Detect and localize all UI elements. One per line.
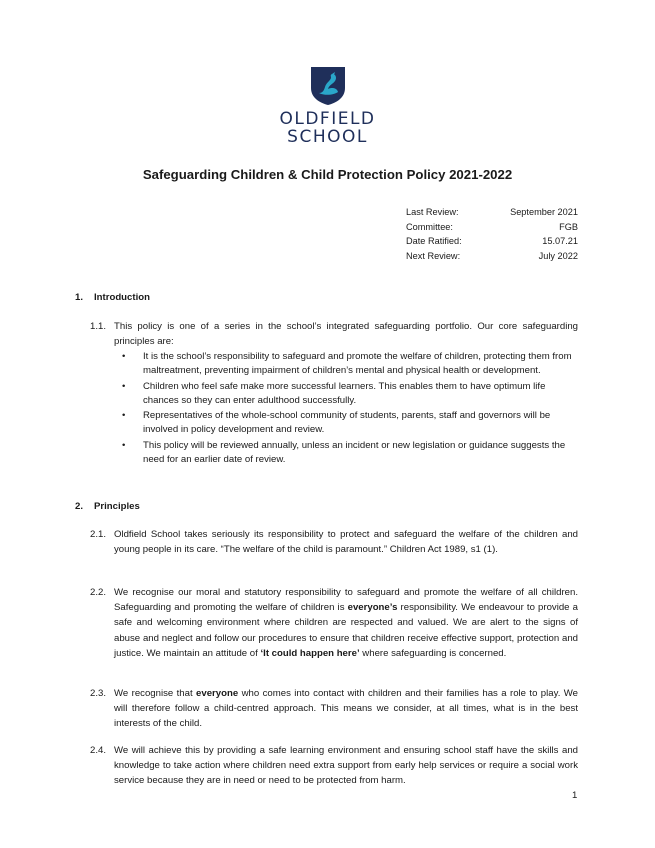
meta-label: Date Ratified: <box>406 236 462 246</box>
section-title: Principles <box>94 501 140 512</box>
meta-row-date-ratified <box>406 234 578 249</box>
paragraph-text <box>114 585 578 661</box>
list-item-text: It is the school’s responsibility to safeguard and promote the welfare of children, protecting them from maltreatment, preventing impairment of children’s mental and physical health or development. <box>143 351 572 377</box>
paragraph-text <box>114 686 578 732</box>
emphasis-text: ‘It could happen here’ <box>260 647 360 659</box>
review-metadata <box>406 205 578 263</box>
bullet-icon: • <box>122 380 126 392</box>
paragraph-2-3 <box>90 686 578 732</box>
meta-row-last-review <box>406 205 578 220</box>
list-item <box>122 380 578 409</box>
meta-value: July 2022 <box>538 250 578 261</box>
paragraph-2-4 <box>90 743 578 789</box>
text-run: responsibility. We endeavour to provide a safe and welcoming environment where children are respected and valued. We are alert to the signs of abuse and neglect and follow our procedures to ensure that children receive effective support, protection and justice. We maintain an attitude of <box>114 602 578 659</box>
swan-shield-icon <box>310 66 346 106</box>
list-item-text: Representatives of the whole-school community of students, parents, staff and governors will be involved in policy development and review. <box>143 410 551 436</box>
paragraph-2-2 <box>90 585 578 661</box>
section-number: 2. <box>75 501 84 512</box>
bullet-icon: • <box>122 410 126 422</box>
text-run: We recognise our moral and statutory responsibility to safeguard and promote the welfare of all children. Safeguarding and promoting the welfare of children is <box>114 587 578 614</box>
paragraph-text: We will achieve this by providing a safe learning environment and ensuring school staff have the skills and knowledge to take action where children need extra support from early help services or require a social work service because they are in need or need to be protected from harm. <box>114 745 578 787</box>
meta-value: September 2021 <box>510 207 578 217</box>
list-item-text: This policy will be reviewed annually, unless an incident or new legislation or guidance suggests the need for an earlier date of review. <box>143 439 566 466</box>
paragraph-number: 2.4. <box>90 745 107 756</box>
paragraph-2-1 <box>90 527 578 557</box>
section-heading-principles <box>75 501 140 512</box>
logo-line-2: SCHOOL <box>287 127 368 147</box>
emphasis-text: everyone’s <box>347 602 398 614</box>
bullet-icon: • <box>122 439 126 451</box>
meta-label: Next Review: <box>406 250 461 261</box>
text-run: We recognise that <box>114 688 197 699</box>
section-title: Introduction <box>94 292 150 303</box>
school-logo <box>0 66 655 146</box>
meta-row-next-review <box>406 249 578 264</box>
paragraph-number: 1.1. <box>90 321 107 332</box>
paragraph-1-1 <box>90 319 578 349</box>
page-number: 1 <box>572 790 578 801</box>
logo-line-1: OLDFIELD <box>279 109 376 129</box>
paragraph-text: This policy is one of a series in the school’s integrated safeguarding portfolio. Our core safeguarding principles are: <box>114 321 578 348</box>
meta-value: 15.07.21 <box>542 236 578 246</box>
section-number: 1. <box>75 292 84 303</box>
meta-label: Last Review: <box>406 207 459 217</box>
text-run: who comes into contact with children and their families has a role to play. We will therefore follow a child-centred approach. This means we consider, at all times, what is in the best interests of the child. <box>114 688 578 730</box>
text-run: where safeguarding is concerned. <box>359 647 507 659</box>
principles-bullet-list <box>122 350 578 468</box>
meta-value: FGB <box>559 221 578 232</box>
section-heading-introduction <box>75 292 150 303</box>
paragraph-number: 2.2. <box>90 587 107 598</box>
paragraph-number: 2.1. <box>90 529 107 540</box>
paragraph-number: 2.3. <box>90 688 107 699</box>
document-title: Safeguarding Children & Child Protection Policy 2021-2022 <box>142 167 513 182</box>
meta-label: Committee: <box>406 221 453 232</box>
bullet-icon: • <box>122 351 126 362</box>
list-item <box>122 439 578 468</box>
list-item-text: Children who feel safe make more successful learners. This enables them to have optimum life chances so they can enter adulthood successfully. <box>143 380 546 406</box>
list-item <box>122 409 578 438</box>
meta-row-committee <box>406 220 578 235</box>
list-item <box>122 350 578 379</box>
emphasis-text: everyone <box>196 688 239 699</box>
paragraph-text: Oldfield School takes seriously its responsibility to protect and safeguard the welfare of the children and young people in its care. “The welfare of the child is paramount.” Children Act 1989, s1 (1). <box>114 529 578 556</box>
